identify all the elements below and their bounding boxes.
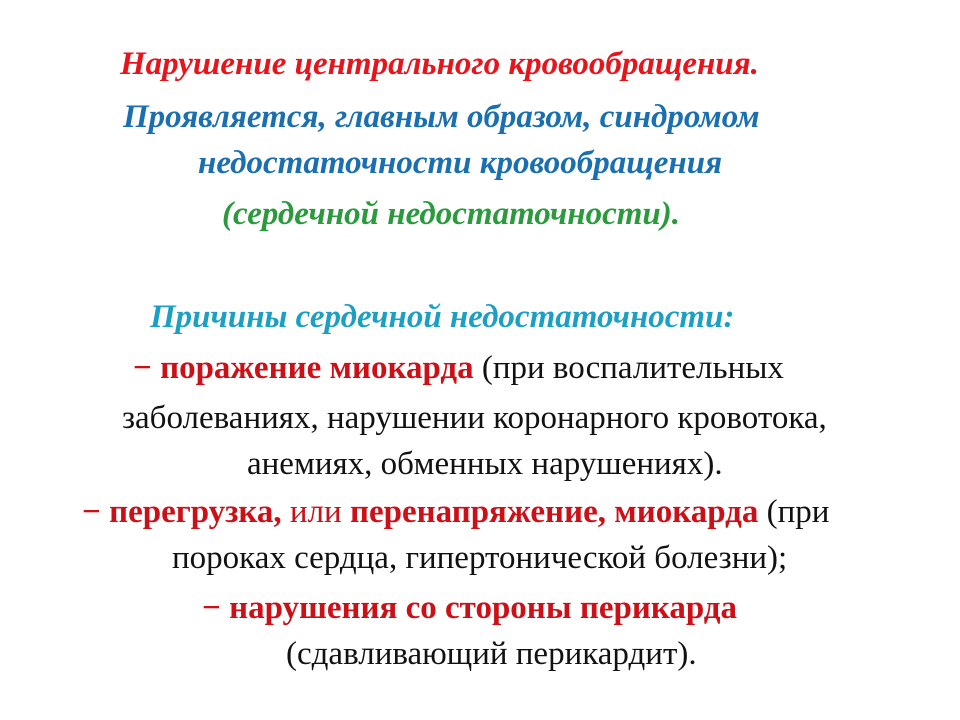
cause-3-term: нарушения со стороны перикарда xyxy=(229,590,737,626)
cause-2-detail-2: пороках сердца, гипертонической болезни); xyxy=(172,540,788,576)
cause-2-term-1: перегрузка, xyxy=(109,494,282,530)
cause-2-line-2 xyxy=(0,538,960,578)
causes-heading xyxy=(0,297,960,337)
cause-1-detail-3: анемиях, обменных нарушениях). xyxy=(247,446,723,482)
cause-2-detail: (при xyxy=(758,494,830,530)
bullet-dash-icon: − xyxy=(202,590,221,626)
cause-1-line-2 xyxy=(0,398,960,438)
cause-1-term: поражение миокарда xyxy=(160,350,474,386)
manifestation-line-1 xyxy=(0,97,960,137)
cause-2-term-2: перенапряжение, миокарда xyxy=(349,494,759,530)
cause-2-connector: или xyxy=(281,494,350,530)
bullet-dash-icon: − xyxy=(82,494,101,530)
cause-3-line-1 xyxy=(0,588,960,628)
manifestation-text-3: (сердечной недостаточности). xyxy=(222,196,681,232)
cause-1-line-1 xyxy=(0,348,960,388)
manifestation-text-1: Проявляется, главным образом, синдромом xyxy=(123,99,760,135)
manifestation-line-3 xyxy=(0,194,960,234)
manifestation-line-2 xyxy=(0,143,960,183)
cause-1-line-3 xyxy=(0,444,960,484)
cause-1-detail-2: заболеваниях, нарушении коронарного кровотока, xyxy=(122,400,827,436)
manifestation-text-2: недостаточности кровообращения xyxy=(198,145,723,181)
title-text: Нарушение центрального кровообращения. xyxy=(120,46,759,82)
causes-heading-text: Причины сердечной недостаточности: xyxy=(150,299,735,335)
slide-title xyxy=(0,44,960,84)
cause-3-line-2 xyxy=(0,634,960,674)
bullet-dash-icon: − xyxy=(133,350,152,386)
cause-1-detail: (при воспалительных xyxy=(473,350,784,386)
cause-2-line-1 xyxy=(0,492,960,532)
cause-3-detail-2: (сдавливающий перикардит). xyxy=(286,636,697,672)
